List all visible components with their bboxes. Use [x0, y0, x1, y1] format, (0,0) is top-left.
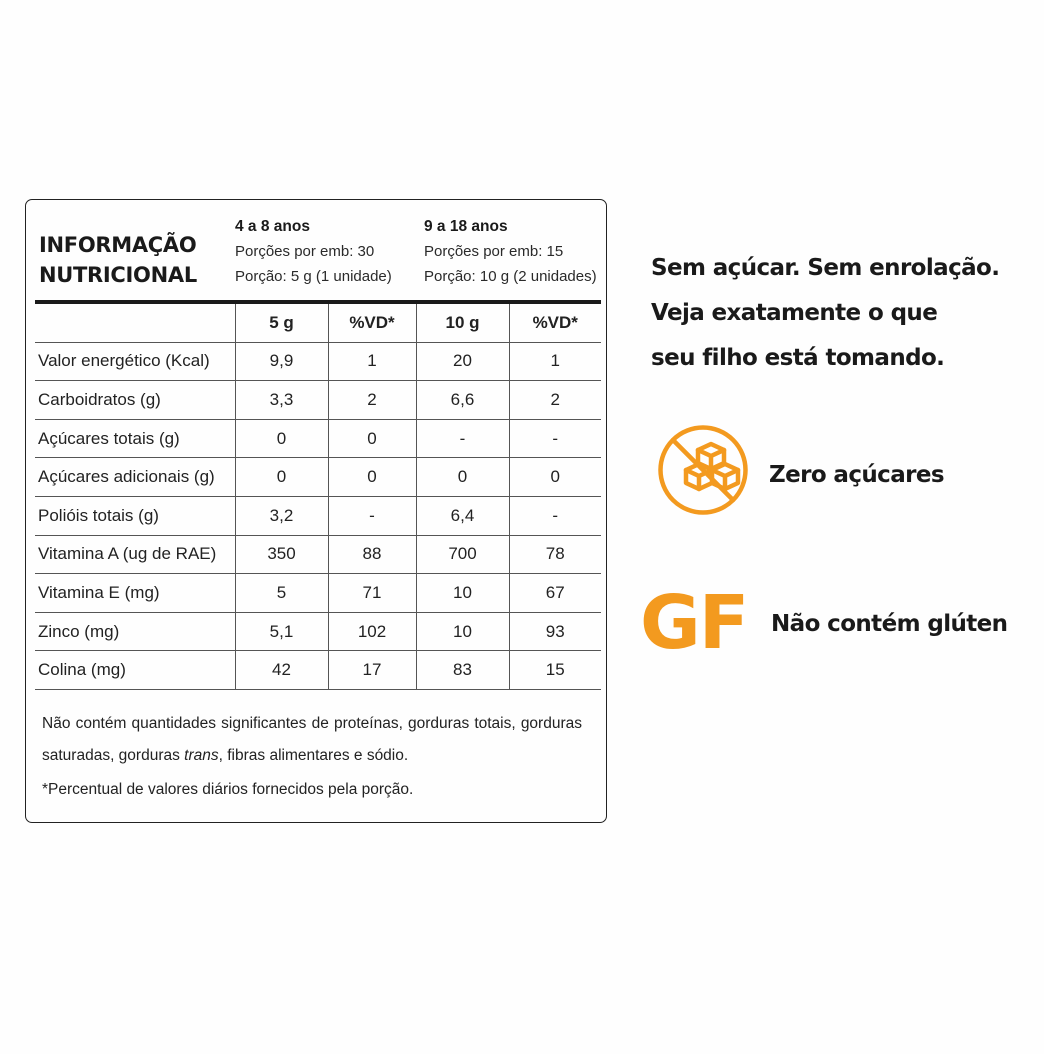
not-significant-note — [42, 708, 582, 772]
dv-portion-1: 1 — [328, 342, 416, 381]
tagline-line-1: Sem açúcar. Sem enrolação. — [651, 255, 1000, 281]
servings-per-package: Porções por emb: 30 — [235, 243, 375, 260]
value-portion-2: 20 — [416, 342, 509, 381]
nutrient-name: Zinco (mg) — [35, 612, 235, 651]
dv-portion-2: 1 — [509, 342, 601, 381]
value-portion-1: 0 — [235, 419, 328, 458]
nutrition-facts-panel — [25, 199, 607, 823]
value-portion-2: 0 — [416, 458, 509, 497]
no-sugar-cubes-icon — [653, 420, 773, 540]
dv-portion-1: 0 — [328, 419, 416, 458]
age-group-4-8 — [235, 214, 392, 289]
table-row — [35, 381, 601, 420]
value-portion-1: 42 — [235, 651, 328, 690]
value-portion-1: 350 — [235, 535, 328, 574]
gluten-free-label: Não contém glúten — [771, 611, 1008, 637]
portion-size: Porção: 5 g (1 unidade) — [235, 268, 392, 285]
dv-portion-2: - — [509, 419, 601, 458]
header-cell: %VD* — [328, 304, 416, 342]
note-text: , fibras alimentares e sódio. — [218, 747, 409, 764]
age-group-9-18 — [424, 214, 597, 289]
nutrient-name: Colina (mg) — [35, 651, 235, 690]
header-cell — [35, 304, 235, 342]
value-portion-2: 83 — [416, 651, 509, 690]
nutrient-name: Polióis totais (g) — [35, 496, 235, 535]
age-range: 4 a 8 anos — [235, 218, 310, 235]
title-line-1: INFORMAÇÃO — [39, 233, 197, 257]
age-range: 9 a 18 anos — [424, 218, 508, 235]
dv-portion-1: 88 — [328, 535, 416, 574]
value-portion-1: 5,1 — [235, 612, 328, 651]
value-portion-2: - — [416, 419, 509, 458]
dv-portion-2: 0 — [509, 458, 601, 497]
dv-portion-2: 93 — [509, 612, 601, 651]
gluten-free-badge: GF — [640, 580, 748, 666]
table-row — [35, 535, 601, 574]
value-portion-1: 5 — [235, 574, 328, 613]
dv-portion-1: 17 — [328, 651, 416, 690]
dv-portion-2: 2 — [509, 381, 601, 420]
table-body — [35, 342, 601, 689]
title-line-2: NUTRICIONAL — [39, 263, 197, 287]
nutrient-name: Carboidratos (g) — [35, 381, 235, 420]
value-portion-2: 700 — [416, 535, 509, 574]
dv-portion-2: 67 — [509, 574, 601, 613]
dv-portion-2: 78 — [509, 535, 601, 574]
tagline — [651, 246, 999, 381]
zero-sugar-label: Zero açúcares — [769, 462, 944, 488]
table-row — [35, 458, 601, 497]
table-row — [35, 419, 601, 458]
dv-portion-2: - — [509, 496, 601, 535]
note-italic-text: trans — [184, 747, 219, 764]
value-portion-2: 10 — [416, 612, 509, 651]
nutrient-name: Vitamina E (mg) — [35, 574, 235, 613]
value-portion-2: 10 — [416, 574, 509, 613]
nutrient-name: Açúcares totais (g) — [35, 419, 235, 458]
value-portion-2: 6,6 — [416, 381, 509, 420]
portion-size: Porção: 10 g (2 unidades) — [424, 268, 597, 285]
table-row — [35, 651, 601, 690]
nutrition-table — [35, 304, 601, 690]
table-row — [35, 496, 601, 535]
value-portion-2: 6,4 — [416, 496, 509, 535]
table-header-row — [35, 304, 601, 342]
nutrient-name: Vitamina A (ug de RAE) — [35, 535, 235, 574]
dv-portion-1: - — [328, 496, 416, 535]
servings-per-package: Porções por emb: 15 — [424, 243, 564, 260]
header-cell: 5 g — [235, 304, 328, 342]
table-row — [35, 342, 601, 381]
dv-portion-1: 2 — [328, 381, 416, 420]
value-portion-1: 3,2 — [235, 496, 328, 535]
value-portion-1: 0 — [235, 458, 328, 497]
header-cell: 10 g — [416, 304, 509, 342]
header-cell: %VD* — [509, 304, 601, 342]
nutrient-name: Açúcares adicionais (g) — [35, 458, 235, 497]
tagline-line-2: Veja exatamente o que — [651, 300, 938, 326]
daily-value-footnote: *Percentual de valores diários fornecidos pela porção. — [42, 781, 414, 798]
dv-portion-1: 102 — [328, 612, 416, 651]
table-row — [35, 612, 601, 651]
nutrient-name: Valor energético (Kcal) — [35, 342, 235, 381]
table-row — [35, 574, 601, 613]
dv-portion-1: 0 — [328, 458, 416, 497]
note-text: Não contém quantidades significantes de proteínas, gorduras totais, gorduras saturadas, gorduras — [42, 715, 582, 764]
value-portion-1: 3,3 — [235, 381, 328, 420]
nutrition-title — [39, 230, 197, 290]
value-portion-1: 9,9 — [235, 342, 328, 381]
tagline-line-3: seu filho está tomando. — [651, 345, 945, 371]
dv-portion-2: 15 — [509, 651, 601, 690]
dv-portion-1: 71 — [328, 574, 416, 613]
